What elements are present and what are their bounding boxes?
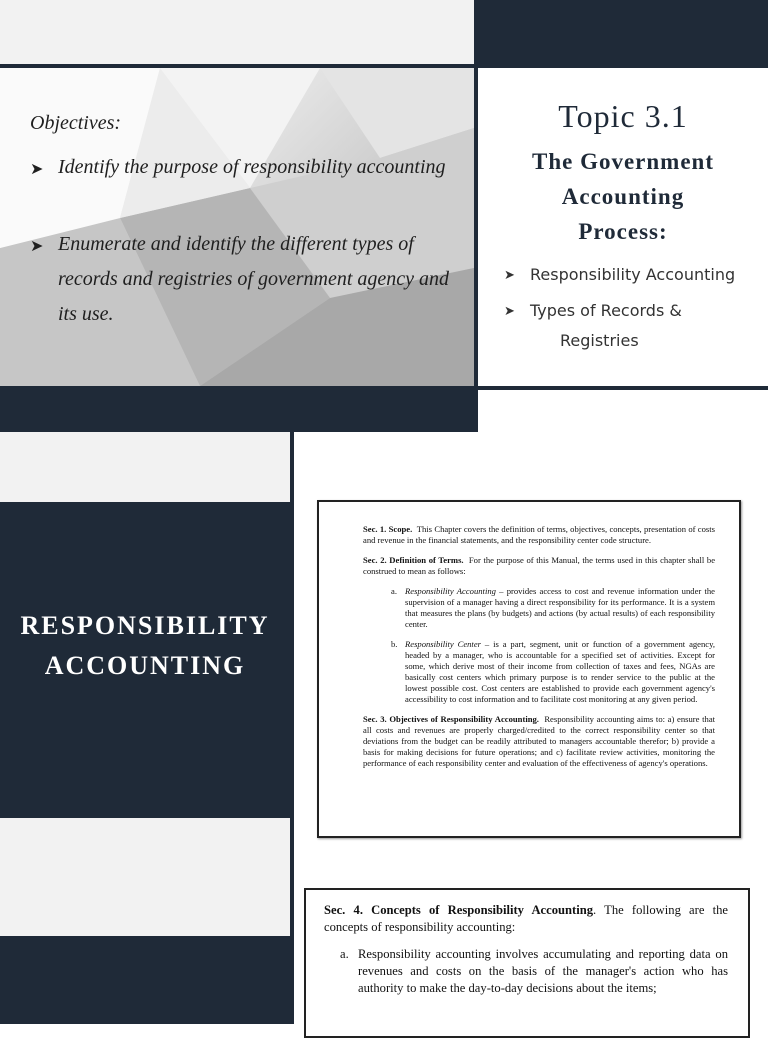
slide2-left-top-band [0,432,290,502]
arrow-bullet-icon: ➤ [30,161,44,178]
slide1-bottom-band-right [478,390,768,432]
topic-bullet: ➤ Responsibility Accounting [504,260,735,291]
doc-item-b: b. Responsibility Center – is a part, segment, unit or function of a government agency, headed by a manager, who is accountable for a specified set of activities. Except for some, which derive most of their income from collection of taxes and fees, NGAs are basically cost centers which primary purpose is to render service to the public at the lowest possible cost. Cost centers are established to provide each government agency's accessibility to cost information and to facilitate cost monitoring at any given period. [391,639,715,704]
arrow-bullet-icon: ➤ [504,304,515,319]
objective-item: ➤ Identify the purpose of responsibility accounting [30,150,450,187]
doc-sec4: Sec. 4. Concepts of Responsibility Accounting. The following are the concepts of responsibility accounting: [324,903,729,934]
slide1-top-band-right [474,0,768,66]
topic-title: The Government Accounting Process: [531,149,714,244]
section-title: RESPONSIBILITY ACCOUNTING [20,611,270,680]
topic-bullet-continued: Registries [560,331,639,350]
manual-excerpt-image [317,500,741,838]
slide1-bottom-band-left [0,390,478,432]
slide1-top-band-left [0,0,474,66]
slide3-left-top-band [0,866,290,936]
slide2-left-bottom-band [0,818,290,866]
slide3-title-panel [0,936,290,1024]
manual-excerpt-image [304,888,750,1038]
topic-number: Topic 3.1 [558,98,688,134]
doc-sec1: Sec. 1. Scope. This Chapter covers the definition of terms, objectives, concepts, presentation of costs and revenue in the financial statements, and the responsibility center code structure. [363,524,715,545]
doc-item-a: a. Responsibility Accounting – provides access to cost and revenue information under the supervision of a manager having a direct responsibility for its performance. It is a system that measures the plans (by budgets) and actions (by actual results) of each responsibility center. [391,586,715,629]
doc-sec3: Sec. 3. Objectives of Responsibility Accounting. Responsibility accounting aims to: a) ensure that all costs and revenues are properly charged/credited to the correct responsibility center so that deviations from the budget can be readily attributed to managers accountable therefor; b) provide a basis for making decisions for future operations; and c) facilitate review activities, monitoring the performance of each responsibility center and evaluation of the effectiveness of agency's operations. [363,714,716,768]
topic-bullet: ➤ Types of Records & [504,296,682,327]
objective-item: ➤ Enumerate and identify the different types of records and registries of government agency and its use. [30,227,450,332]
doc-sec2: Sec. 2. Definition of Terms. For the purpose of this Manual, the terms used in this chapter shall be construed to mean as follows: [363,555,716,576]
objectives-heading: Objectives: [30,112,122,134]
arrow-bullet-icon: ➤ [504,268,515,283]
doc-item-a: a. Responsibility accounting involves accumulating and reporting data on revenues and costs on the basis of the manager's action who has authority to make the day-to-day decisions about the items; [340,947,728,995]
arrow-bullet-icon: ➤ [30,238,44,255]
